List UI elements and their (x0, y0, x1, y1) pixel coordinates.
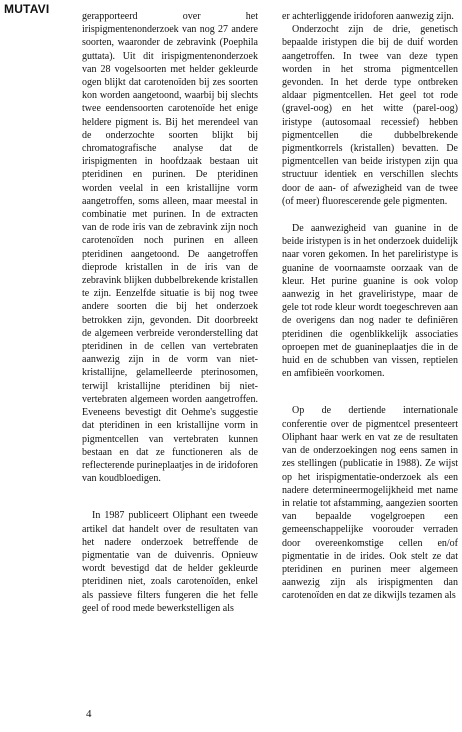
paragraph-spacer (282, 380, 458, 404)
right-paragraph-2: Onderzocht zijn de drie, genetisch bepaalde iristypen die bij de duif worden aangetroffen. In twee van deze typen worden in het stroma pigmentcellen gevonden. In het derde type ontbreken aldaar pigmentcellen. Het geel tot rode (gravel-oog) en het witte (parel-oog) iristype (autosomaal recessief) hebben pigmentcellen die dubbelbrekende pigmentkorrels (kristallen) bevatten. De pigmentcellen van beide iristypen zijn qua structuur identiek en verschillen slechts door de aan- of afwezigheid van de twee (of meer) fluorescerende gele pigmenten. (282, 24, 458, 207)
page-number: 4 (86, 708, 92, 720)
running-header: MUTAVI (4, 2, 50, 16)
left-paragraph-1: gerapporteerd over het irispigmentenonderzoek van nog 27 andere soorten, waaronder de zebravink (Poephila guttata). Uit dit irispigmentenonderzoek van 28 vogelsoorten met helder gekleurde ogen blijkt dat carotenoïden bij zes soorten kon worden aangetoond, waarbij bij slechts twee eendensoorten carotenoïde het enige heldere pigment is. Bij het merendeel van de onderzochte soorten blijkt bij chromatografische analyse dat de irispigmenten in hoofdzaak bestaan uit pteridinen en purinen. De pteridinen worden veelal in een kristallijne vorm aangetroffen, soms alleen, maar meestal in combinatie met purinen. In de extracten van de rode iris van de zebravink zijn noch carotenoïden noch purinen en alleen pteridinen aangetoond. De aangetroffen dieprode kristallen in de iris van de zebravink blijken dubbelbrekende kristallen te zijn. Eenzelfde situatie is bij nog twee andere soorten die bij het onderzoek betrokken zijn, gevonden. Dit doorbreekt de algemeen verbreide veronderstelling dat pteridinen in de cellen van vertebraten aanwezig zijn in de vorm van niet-kristallijne, gelamelleerde pterinosomen, terwijl kristallijne pteridinen bij niet-vertebraten algemeen worden aangetroffen. Eveneens bevestigt dit Oehme's suggestie dat pteridinen in een kristallijne vorm in pigmentcellen van vertebraten kunnen bestaan en dat ze functioneren als de reflecterende purineplaatjes in de iridoforen van koudbloedigen. (82, 11, 258, 485)
left-column (82, 10, 258, 615)
left-paragraph-2: In 1987 publiceert Oliphant een tweede artikel dat handelt over de resultaten van het nadere onderzoek betreffende de pigmentatie van de duivenris. Opnieuw wordt bevestigd dat de helder gekleurde pteridinen niet, zoals carotenoïden, enkel als passieve filters fungeren die het felle geel of rood mede bewerkstelligen als (82, 510, 258, 614)
right-paragraph-4: Op de dertiende internationale conferentie over de pigmentcel presenteert Oliphant haar werk en vat ze de resultaten van de onderzoekingen nog eens samen in zes stellingen (publicatie in 1988). Ze wijst op het irispigmentatie-onderzoek als een nadere determineermogelijkheid met name in relatie tot afstamming, aangezien soorten van bepaalde vogelgroepen een gemeenschappelijke voorouder verraden door overeenkomstige cellen en/of pigmentatie in de irides. Ook stelt ze dat pteridinen en purinen meer algemeen aanwezig zijn als irispigmenten dan carotenoïden en dat ze dikwijls tezamen als (282, 405, 458, 602)
paragraph-spacer (82, 485, 258, 509)
paragraph-spacer (282, 208, 458, 222)
right-paragraph-1: er achterliggende iridoforen aanwezig zijn. (282, 11, 454, 22)
right-column (282, 10, 458, 603)
right-paragraph-3: De aanwezigheid van guanine in de beide iristypen is in het onderzoek duidelijk naar voren gekomen. In het pareliristype is guanine de voornaamste oorzaak van de kleur. Het purine guanine is ook volop aanwezig in het graveliristype, maar de gele tot rode kleur wordt toegeschreven aan de overigens dan nog nader te definiëren pteridinen die ogenblikkelijk associaties oproepen met de guanineplaatjes die in de huid en de schubben van vissen, reptielen en amfibieën voorkomen. (282, 223, 458, 380)
